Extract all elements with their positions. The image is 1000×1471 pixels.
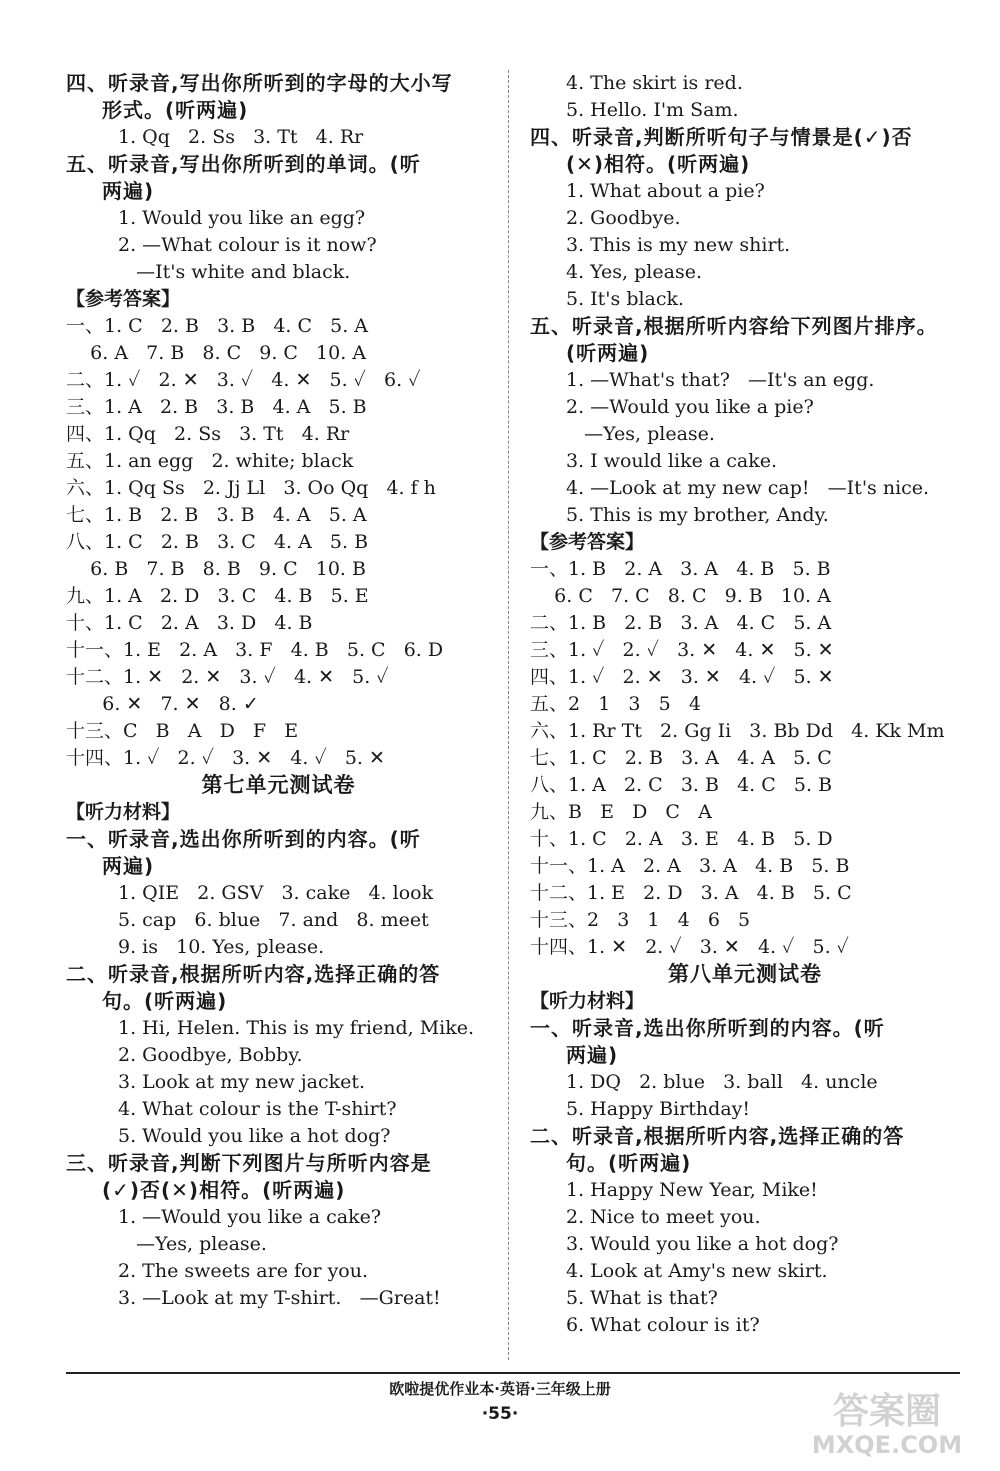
answer-line: 十四、1. ✓ 2. ✓ 3. ✕ 4. ✓ 5. ✕: [66, 747, 385, 769]
listening-script-line: 5. Happy Birthday!: [566, 1098, 751, 1120]
answer-line: 二、1. ✓ 2. ✕ 3. ✓ 4. ✕ 5. ✓ 6. ✓: [66, 369, 421, 391]
footer-book-title: 欧啦提优作业本·英语·三年级上册: [389, 1380, 611, 1398]
question-instruction: 句。(听两遍): [566, 1151, 692, 1175]
left-column: [66, 70, 491, 1312]
right-column: [530, 70, 960, 1339]
answer-line: 七、1. C 2. B 3. A 4. A 5. C: [530, 747, 832, 769]
listening-script-line: 1. Happy New Year, Mike!: [566, 1179, 818, 1201]
listening-script-line: 2. Goodbye, Bobby.: [118, 1044, 303, 1066]
listening-script-line: 2. Goodbye.: [566, 207, 681, 229]
answer-line: 十一、1. A 2. A 3. A 4. B 5. B: [530, 855, 850, 877]
watermark-url: MXQE.COM: [811, 1431, 963, 1459]
listening-script-line: 2. —Would you like a pie?: [566, 396, 814, 418]
question-instruction: (✕)相符。(听两遍): [566, 152, 751, 176]
answer-line: 五、2 1 3 5 4: [530, 693, 701, 715]
answer-line: 八、1. C 2. B 3. C 4. A 5. B: [66, 531, 369, 553]
question-instruction: 二、听录音,根据所听内容,选择正确的答: [530, 1124, 905, 1148]
question-instruction: 一、听录音,选出你所听到的内容。(听: [66, 827, 421, 851]
listening-script-line: 6. What colour is it?: [566, 1314, 760, 1336]
answer-line: 四、1. ✓ 2. ✕ 3. ✕ 4. ✓ 5. ✕: [530, 666, 834, 688]
answer-line: 十、1. C 2. A 3. E 4. B 5. D: [530, 828, 833, 850]
question-instruction: (听两遍): [566, 341, 650, 365]
listening-script-line: 5. This is my brother, Andy.: [566, 504, 829, 526]
answer-line: 十一、1. E 2. A 3. F 4. B 5. C 6. D: [66, 639, 444, 661]
answer-line: 六、1. Rr Tt 2. Gg Ii 3. Bb Dd 4. Kk Mm: [530, 720, 945, 742]
question-instruction: 两遍): [102, 179, 155, 203]
section-label: 【听力材料】: [66, 801, 181, 823]
answer-line: 四、1. Qq 2. Ss 3. Tt 4. Rr: [66, 423, 350, 445]
listening-script-line: 3. Would you like a hot dog?: [566, 1233, 839, 1255]
listening-script-line: —Yes, please.: [566, 423, 715, 445]
listening-script-line: 1. DQ 2. blue 3. ball 4. uncle: [566, 1071, 878, 1093]
listening-script-line: 4. What colour is the T-shirt?: [118, 1098, 397, 1120]
answer-line: 6. ✕ 7. ✕ 8. ✓: [66, 693, 259, 715]
answer-line: 七、1. B 2. B 3. B 4. A 5. A: [66, 504, 367, 526]
listening-script-line: 1. Would you like an egg?: [118, 207, 366, 229]
column-divider: [508, 70, 509, 1360]
question-instruction: 两遍): [102, 854, 155, 878]
listening-script-line: 5. What is that?: [566, 1287, 718, 1309]
listening-script-line: 2. The sweets are for you.: [118, 1260, 369, 1282]
answer-line: 五、1. an egg 2. white; black: [66, 450, 354, 472]
question-instruction: 五、听录音,写出你所听到的单词。(听: [66, 152, 421, 176]
answer-line: 一、1. B 2. A 3. A 4. B 5. B: [530, 558, 831, 580]
listening-script-line: 3. This is my new shirt.: [566, 234, 791, 256]
listening-script-line: 5. Would you like a hot dog?: [118, 1125, 391, 1147]
listening-script-line: 4. Yes, please.: [566, 261, 702, 283]
listening-script-line: 1. Hi, Helen. This is my friend, Mike.: [118, 1017, 475, 1039]
listening-script-line: 4. The skirt is red.: [566, 72, 743, 94]
answer-line: 三、1. A 2. B 3. B 4. A 5. B: [66, 396, 367, 418]
listening-script-line: 2. —What colour is it now?: [118, 234, 377, 256]
unit-heading: 第八单元测试卷: [668, 962, 822, 986]
watermark-logo: [792, 1379, 982, 1459]
section-label: 【参考答案】: [530, 531, 645, 553]
listening-script-line: 5. cap 6. blue 7. and 8. meet: [118, 909, 429, 931]
listening-script-line: 3. —Look at my T-shirt. —Great!: [118, 1287, 441, 1309]
answer-line: 6. A 7. B 8. C 9. C 10. A: [66, 342, 367, 364]
listening-script-line: 1. Qq 2. Ss 3. Tt 4. Rr: [118, 126, 364, 148]
answer-line: 十三、2 3 1 4 6 5: [530, 909, 751, 931]
section-label: 【听力材料】: [530, 990, 645, 1012]
question-instruction: 形式。(听两遍): [102, 98, 249, 122]
listening-script-line: 1. QIE 2. GSV 3. cake 4. look: [118, 882, 434, 904]
question-instruction: 五、听录音,根据所听内容给下列图片排序。: [530, 314, 938, 338]
listening-script-line: 1. —Would you like a cake?: [118, 1206, 382, 1228]
answer-line: 6. B 7. B 8. B 9. C 10. B: [66, 558, 366, 580]
watermark-text: 答案圈: [832, 1391, 942, 1432]
page-number: ·55·: [481, 1404, 519, 1424]
question-instruction: 两遍): [566, 1043, 619, 1067]
answer-line: 六、1. Qq Ss 2. Jj Ll 3. Oo Qq 4. f h: [66, 477, 436, 499]
answer-line: 九、B E D C A: [530, 801, 712, 823]
listening-script-line: 1. What about a pie?: [566, 180, 765, 202]
answer-line: 八、1. A 2. C 3. B 4. C 5. B: [530, 774, 833, 796]
listening-script-line: —It's white and black.: [118, 261, 351, 283]
question-instruction: 句。(听两遍): [102, 989, 228, 1013]
answer-line: 十四、1. ✕ 2. ✓ 3. ✕ 4. ✓ 5. ✓: [530, 936, 849, 958]
listening-script-line: 5. Hello. I'm Sam.: [566, 99, 739, 121]
section-label: 【参考答案】: [66, 288, 181, 310]
listening-script-line: —Yes, please.: [118, 1233, 267, 1255]
answer-line: 一、1. C 2. B 3. B 4. C 5. A: [66, 315, 369, 337]
question-instruction: 二、听录音,根据所听内容,选择正确的答: [66, 962, 441, 986]
answer-line: 十二、1. E 2. D 3. A 4. B 5. C: [530, 882, 852, 904]
listening-script-line: 3. I would like a cake.: [566, 450, 778, 472]
listening-script-line: 4. Look at Amy's new skirt.: [566, 1260, 828, 1282]
listening-script-line: 9. is 10. Yes, please.: [118, 936, 325, 958]
answer-line: 三、1. ✓ 2. ✓ 3. ✕ 4. ✕ 5. ✕: [530, 639, 834, 661]
listening-script-line: 5. It's black.: [566, 288, 685, 310]
question-instruction: 三、听录音,判断下列图片与所听内容是: [66, 1151, 432, 1175]
answer-line: 二、1. B 2. B 3. A 4. C 5. A: [530, 612, 832, 634]
listening-script-line: 1. —What's that? —It's an egg.: [566, 369, 875, 391]
answer-line: 十、1. C 2. A 3. D 4. B: [66, 612, 313, 634]
answer-line: 十二、1. ✕ 2. ✕ 3. ✓ 4. ✕ 5. ✓: [66, 666, 389, 688]
question-instruction: 四、听录音,判断所听句子与情景是(✓)否: [530, 125, 913, 149]
answer-line: 6. C 7. C 8. C 9. B 10. A: [530, 585, 831, 607]
listening-script-line: 4. —Look at my new cap! —It's nice.: [566, 477, 930, 499]
question-instruction: 一、听录音,选出你所听到的内容。(听: [530, 1016, 885, 1040]
footer-rule: [66, 1372, 960, 1374]
listening-script-line: 3. Look at my new jacket.: [118, 1071, 366, 1093]
answer-line: 十三、C B A D F E: [66, 720, 299, 742]
question-instruction: 四、听录音,写出你所听到的字母的大小写: [66, 71, 453, 95]
question-instruction: (✓)否(✕)相符。(听两遍): [102, 1178, 346, 1202]
answer-line: 九、1. A 2. D 3. C 4. B 5. E: [66, 585, 369, 607]
listening-script-line: 2. Nice to meet you.: [566, 1206, 761, 1228]
unit-heading: 第七单元测试卷: [201, 773, 356, 797]
